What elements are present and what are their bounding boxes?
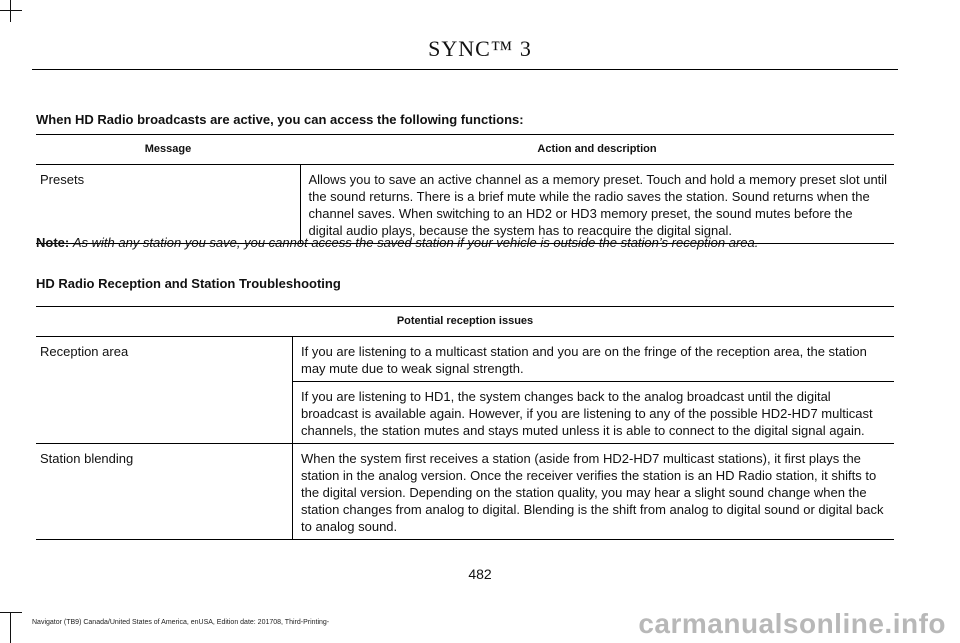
header-divider <box>32 69 898 70</box>
table-row <box>36 165 894 244</box>
description-cell: Allows you to save an active channel as a memory preset. Touch and hold a memory preset slot until the sound returns. There is a brief mute while the radio saves the station. Sound returns when the channel saves. When switching to an HD2 or HD3 memory preset, the sound mutes before the digital audio plays, because the system has to reacquire the digital signal. <box>300 165 894 244</box>
note-text: As with any station you save, you cannot access the saved station if your vehicle is outside the station’s reception area. <box>72 235 759 250</box>
crop-mark <box>10 0 11 22</box>
note <box>36 235 758 250</box>
issue-cell: Reception area <box>36 337 293 444</box>
footer-text: Navigator (TB9) Canada/United States of America, enUSA, Edition date: 201708, Third-Printing- <box>32 619 330 626</box>
description-cell: If you are listening to a multicast station and you are on the fringe of the reception area, the station may mute due to weak signal strength. <box>293 337 895 382</box>
description-cell: If you are listening to HD1, the system changes back to the analog broadcast until the digital broadcast is available again. However, if you are listening to any of the possible HD2-HD7 multicast channels, the station mutes and stays muted unless it is able to connect to the digital signal again. <box>293 382 895 444</box>
intro-text: When HD Radio broadcasts are active, you can access the following functions: <box>36 112 524 127</box>
section-title: HD Radio Reception and Station Troubleshooting <box>36 276 341 291</box>
message-cell: Presets <box>36 165 300 244</box>
column-header-action: Action and description <box>300 135 894 165</box>
reception-issues-table <box>36 306 894 540</box>
description-cell: When the system first receives a station (aside from HD2-HD7 multicast stations), it first plays the station in the analog version. Once the receiver verifies the station is an HD Radio station, it shifts to the digital version. Depending on the station quality, you may hear a slight sound change when the station changes from analog to digital. Blending is the shift from analog to digital sound or digital back to analog sound. <box>293 444 895 540</box>
issue-cell: Station blending <box>36 444 293 540</box>
crop-mark <box>10 612 11 643</box>
note-label: Note: <box>36 235 70 250</box>
column-header-issues: Potential reception issues <box>36 307 894 337</box>
page-header-title: SYNC™ 3 <box>428 36 532 61</box>
crop-mark <box>0 10 22 11</box>
crop-mark <box>0 612 22 613</box>
column-header-message: Message <box>36 135 300 165</box>
watermark: carmanualsonline.info <box>638 608 946 639</box>
table-row <box>36 337 894 382</box>
page-number: 482 <box>468 566 492 582</box>
functions-table <box>36 134 894 244</box>
table-row <box>36 444 894 540</box>
